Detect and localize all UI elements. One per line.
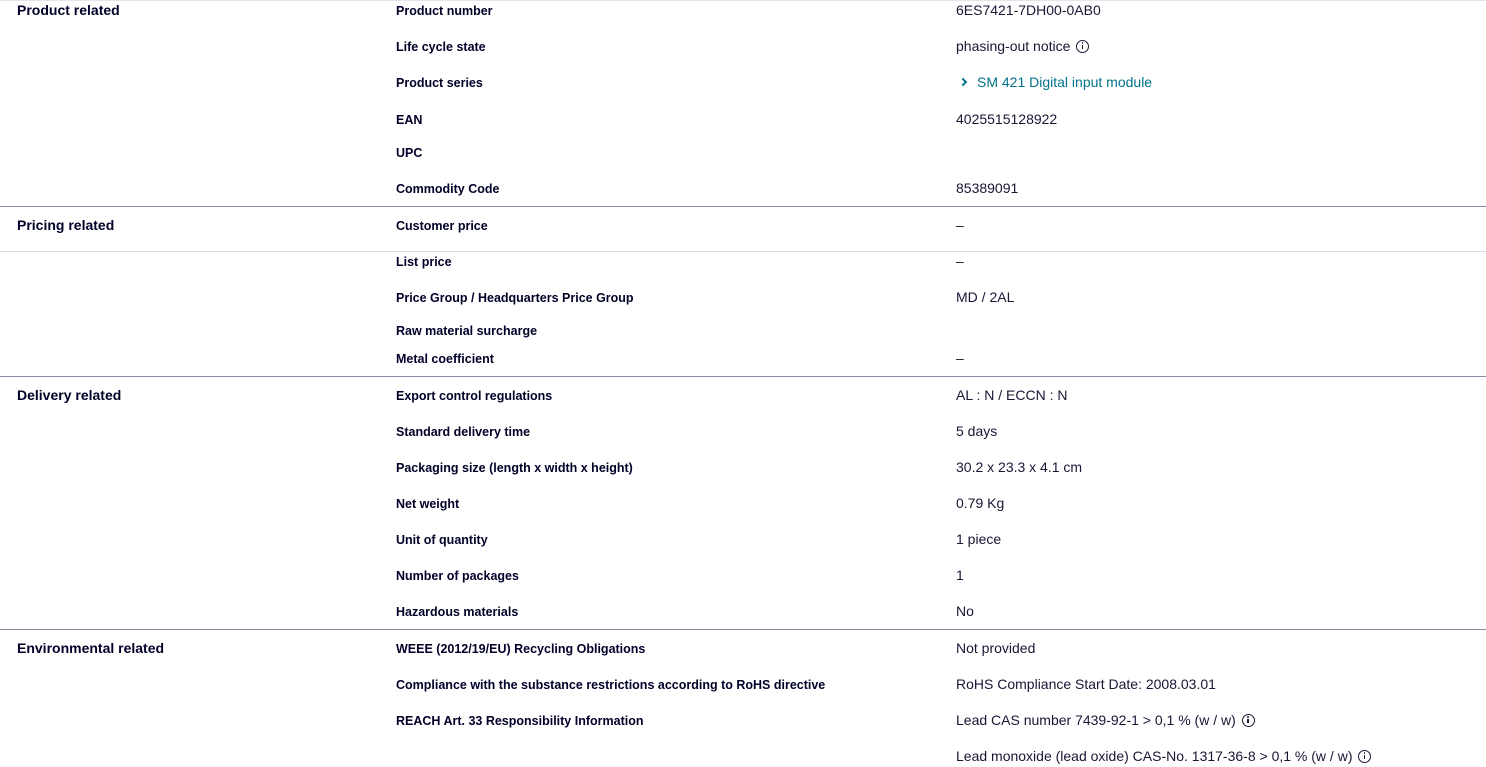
info-icon[interactable]: [1358, 750, 1371, 763]
label-net-weight: Net weight: [396, 497, 460, 511]
row-unit-of-quantity: [0, 530, 1486, 550]
value-product-series: [956, 72, 1152, 92]
row-customer-price: [0, 216, 1486, 236]
value-number-of-packages: 1: [956, 567, 964, 583]
info-icon[interactable]: [1076, 40, 1089, 53]
label-upc: UPC: [396, 146, 423, 160]
row-packaging-size: [0, 458, 1486, 478]
info-icon[interactable]: [1242, 714, 1255, 727]
value-export-control: AL : N / ECCN : N: [956, 387, 1068, 403]
value-hazardous-materials: No: [956, 603, 974, 619]
label-product-series: Product series: [396, 76, 483, 90]
value-commodity-code: 85389091: [956, 180, 1019, 196]
product-series-link-text: SM 421 Digital input module: [977, 74, 1153, 90]
row-raw-material-surcharge: [0, 321, 1486, 341]
value-reach-lead-oxide: [956, 746, 1371, 766]
row-price-group: [0, 288, 1486, 308]
value-list-price: –: [956, 253, 964, 269]
label-metal-coefficient: Metal coefficient: [396, 352, 494, 366]
row-metal-coefficient: [0, 349, 1486, 369]
label-product-number: Product number: [396, 4, 493, 18]
label-list-price: List price: [396, 255, 452, 269]
section-title-product: Product related: [17, 2, 120, 18]
section-divider: [0, 629, 1486, 630]
value-product-number: 6ES7421-7DH00-0AB0: [956, 2, 1101, 18]
section-title-environmental: Environmental related: [17, 640, 165, 656]
value-reach-lead: [956, 710, 1255, 730]
row-hazardous-materials: [0, 602, 1486, 622]
row-standard-delivery-time: [0, 422, 1486, 442]
label-price-group: Price Group / Headquarters Price Group: [396, 291, 634, 305]
row-number-of-packages: [0, 566, 1486, 586]
label-packaging-size: Packaging size (length x width x height): [396, 461, 633, 475]
value-life-cycle-state: [956, 36, 1089, 56]
section-divider: [0, 376, 1486, 377]
label-customer-price: Customer price: [396, 219, 488, 233]
section-title-delivery: Delivery related: [17, 387, 122, 403]
reach-lead-text: Lead CAS number 7439-92-1 > 0,1 % (w / w): [956, 712, 1236, 728]
label-weee: WEEE (2012/19/EU) Recycling Obligations: [396, 642, 646, 656]
value-net-weight: 0.79 Kg: [956, 495, 1005, 511]
label-life-cycle-state: Life cycle state: [396, 40, 486, 54]
label-commodity-code: Commodity Code: [396, 182, 500, 196]
label-number-of-packages: Number of packages: [396, 569, 519, 583]
row-ean: [0, 110, 1486, 130]
row-product-series: [0, 73, 1486, 93]
section-divider: [0, 206, 1486, 207]
label-export-control: Export control regulations: [396, 389, 553, 403]
label-raw-material-surcharge: Raw material surcharge: [396, 324, 538, 338]
chevron-right-icon: [959, 78, 967, 86]
row-net-weight: [0, 494, 1486, 514]
row-life-cycle-state: [0, 37, 1486, 57]
value-rohs: RoHS Compliance Start Date: 2008.03.01: [956, 676, 1216, 692]
label-ean: EAN: [396, 113, 423, 127]
row-product-number: [0, 1, 1486, 21]
life-cycle-text: phasing-out notice: [956, 38, 1071, 54]
section-title-pricing: Pricing related: [17, 217, 115, 233]
row-weee: [0, 639, 1486, 659]
product-series-link[interactable]: [956, 72, 1152, 92]
label-reach: REACH Art. 33 Responsibility Information: [396, 714, 644, 728]
row-reach: [0, 711, 1486, 731]
row-list-price: [0, 252, 1486, 272]
value-unit-of-quantity: 1 piece: [956, 531, 1002, 547]
label-rohs: Compliance with the substance restrictions according to RoHS directive: [396, 678, 826, 692]
value-ean: 4025515128922: [956, 111, 1058, 127]
value-packaging-size: 30.2 x 23.3 x 4.1 cm: [956, 459, 1083, 475]
row-reach-lead-oxide: [0, 747, 1486, 767]
label-standard-delivery-time: Standard delivery time: [396, 425, 531, 439]
value-metal-coefficient: –: [956, 350, 964, 366]
label-unit-of-quantity: Unit of quantity: [396, 533, 488, 547]
row-export-control: [0, 386, 1486, 406]
value-price-group: MD / 2AL: [956, 289, 1015, 305]
row-upc: [0, 143, 1486, 163]
row-commodity-code: [0, 179, 1486, 199]
label-hazardous-materials: Hazardous materials: [396, 605, 519, 619]
value-customer-price: –: [956, 217, 964, 233]
value-weee: Not provided: [956, 640, 1036, 656]
value-standard-delivery-time: 5 days: [956, 423, 998, 439]
reach-lead-oxide-text: Lead monoxide (lead oxide) CAS-No. 1317-36-8 > 0,1 % (w / w): [956, 748, 1353, 764]
row-rohs: [0, 675, 1486, 695]
